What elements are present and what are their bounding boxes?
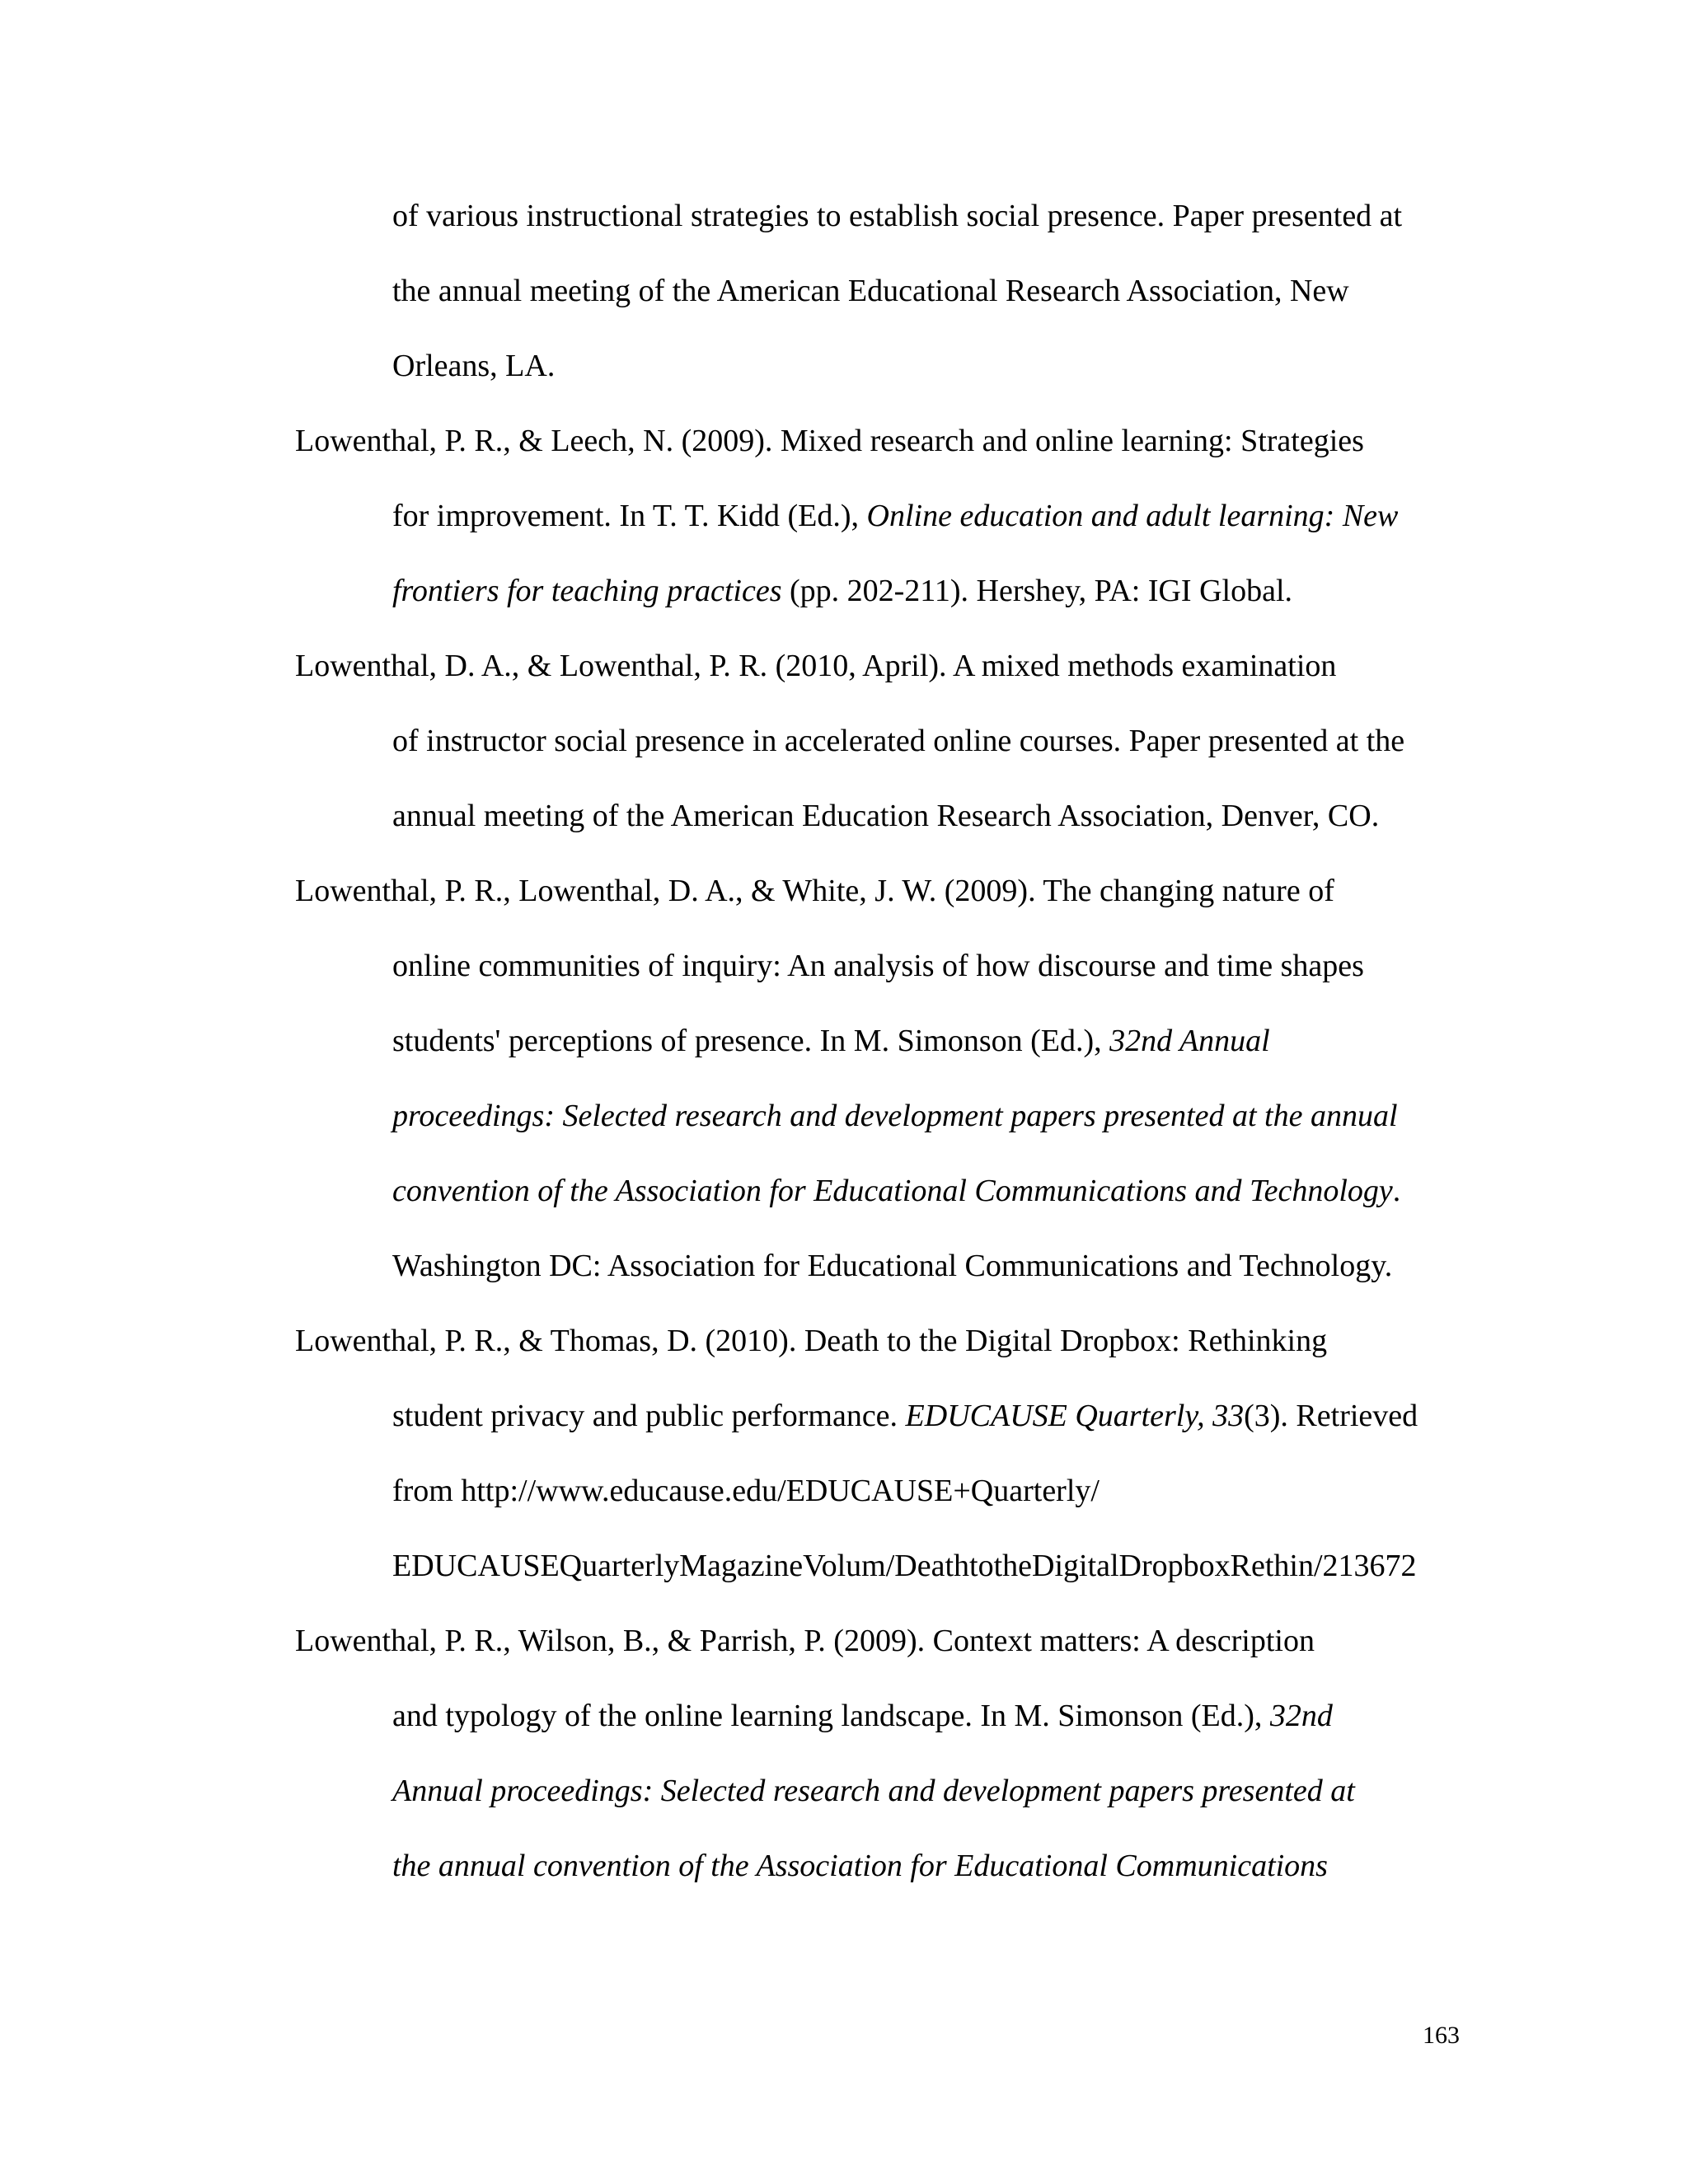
proceedings-title: Annual proceedings: Selected research and development papers presented at	[392, 1774, 1355, 1808]
reference-url-line: EDUCAUSEQuarterlyMagazineVolum/DeathtotheDigitalDropboxRethin/213672	[392, 1549, 1417, 1583]
reference-line	[392, 1847, 1328, 1885]
reference-line: online communities of inquiry: An analysis of how discourse and time shapes	[392, 949, 1364, 983]
reference-line: for improvement. In T. T. Kidd (Ed.), Online education and adult learning: New	[392, 499, 1399, 533]
reference-line: Washington DC: Association for Educational Communications and Technology.	[392, 1249, 1393, 1283]
reference-line: the annual meeting of the American Educational Research Association, New	[392, 274, 1349, 308]
proceedings-title: 32nd	[1269, 1699, 1333, 1733]
reference-line: student privacy and public performance. EDUCAUSE Quarterly, 33(3). Retrieved	[392, 1399, 1418, 1433]
reference-line: of instructor social presence in accelerated online courses. Paper presented at the	[392, 724, 1405, 758]
reference-line: convention of the Association for Educational Communications and Technology.	[392, 1174, 1401, 1208]
reference-line: frontiers for teaching practices (pp. 202-211). Hershey, PA: IGI Global.	[392, 574, 1293, 608]
journal-title: EDUCAUSE Quarterly, 33	[905, 1399, 1245, 1433]
reference-line: annual meeting of the American Education Research Association, Denver, CO.	[392, 799, 1380, 833]
book-title: frontiers for teaching practices	[392, 574, 782, 608]
proceedings-title: convention of the Association for Educational Communications and Technology	[392, 1174, 1393, 1208]
reference-entry-start: Lowenthal, D. A., & Lowenthal, P. R. (2010, April). A mixed methods examination	[295, 649, 1337, 683]
reference-line: Orleans, LA.	[392, 349, 556, 383]
reference-entry-start: Lowenthal, P. R., Lowenthal, D. A., & White, J. W. (2009). The changing nature of	[295, 874, 1334, 908]
reference-entry-start: Lowenthal, P. R., & Thomas, D. (2010). Death to the Digital Dropbox: Rethinking	[295, 1324, 1328, 1358]
reference-line: of various instructional strategies to establish social presence. Paper presented at	[392, 199, 1403, 233]
reference-line	[392, 1772, 1355, 1810]
reference-entry-start: Lowenthal, P. R., & Leech, N. (2009). Mixed research and online learning: Strategies	[295, 424, 1364, 458]
book-title: Online education and adult learning: New	[866, 499, 1399, 533]
proceedings-title: proceedings: Selected research and development papers presented at the annual	[392, 1099, 1398, 1133]
proceedings-title: 32nd Annual	[1109, 1024, 1270, 1058]
page-number: 163	[1423, 2022, 1460, 2049]
reference-line	[392, 1097, 1398, 1135]
reference-entry-start: Lowenthal, P. R., Wilson, B., & Parrish, P. (2009). Context matters: A description	[295, 1624, 1315, 1658]
reference-line: from http://www.educause.edu/EDUCAUSE+Quarterly/	[392, 1474, 1100, 1508]
proceedings-title: the annual convention of the Association for Educational Communications	[392, 1849, 1328, 1883]
reference-line: students' perceptions of presence. In M. Simonson (Ed.), 32nd Annual	[392, 1024, 1270, 1058]
reference-line: and typology of the online learning landscape. In M. Simonson (Ed.), 32nd	[392, 1699, 1333, 1733]
